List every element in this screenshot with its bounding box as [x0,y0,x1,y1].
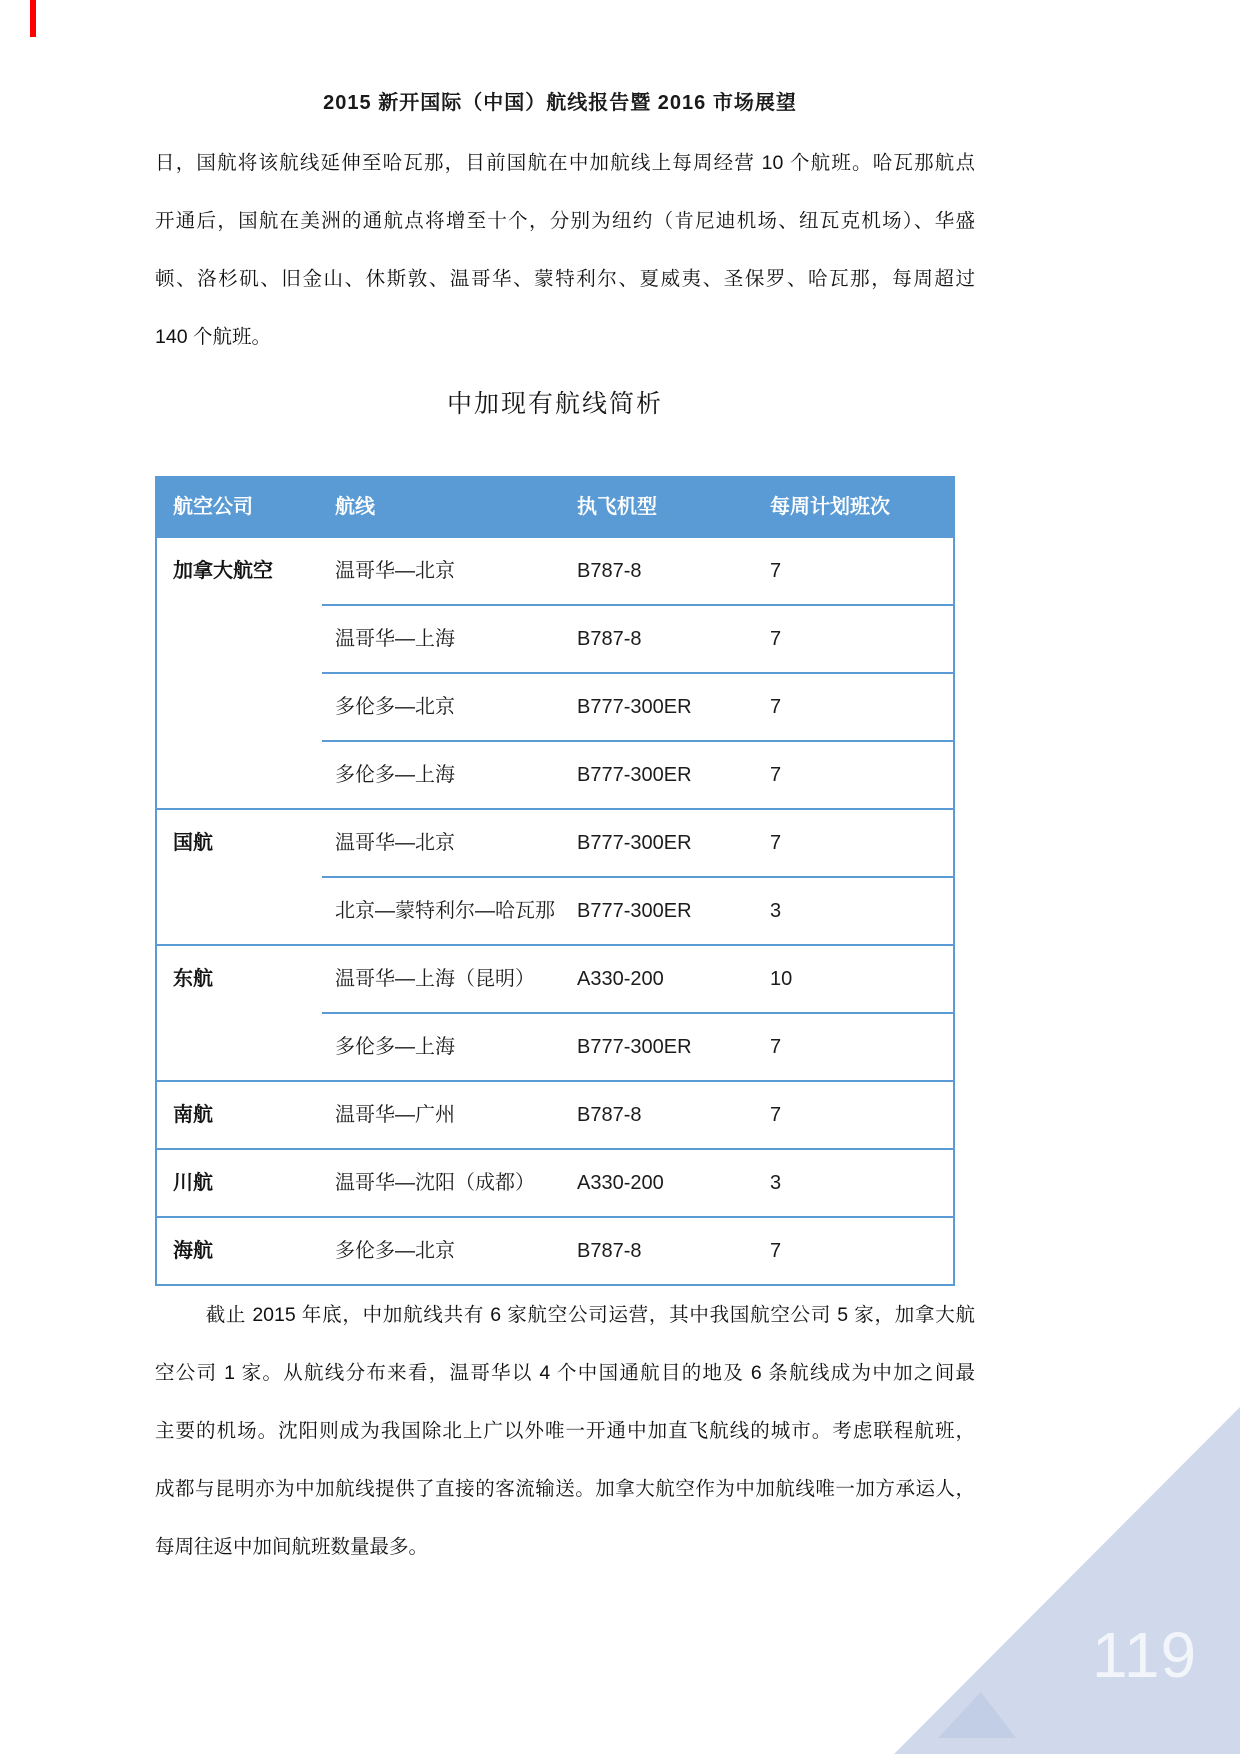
airline-group [157,538,953,808]
paragraph-line: 成都与昆明亦为中加航线提供了直接的客流输送。加拿大航空作为中加航线唯一加方承运人， [155,1478,975,1500]
route-cell: 温哥华—上海（昆明） [335,968,535,990]
weekly-frequency-cell: 10 [770,968,793,990]
route-row [322,1082,953,1148]
airline-group [157,1148,953,1216]
weekly-frequency-cell: 7 [770,1104,782,1126]
paragraph-line: 日，国航将该航线延伸至哈瓦那，目前国航在中加航线上每周经营 10 个航班。哈瓦那航点 [155,152,975,174]
route-cell: 温哥华—北京 [335,560,455,582]
weekly-frequency-cell: 7 [770,832,782,854]
route-cell: 多伦多—上海 [335,764,455,786]
column-header-route: 航线 [335,496,375,518]
weekly-frequency-cell: 3 [770,1172,782,1194]
aircraft-cell: B777-300ER [577,696,692,718]
red-edge-mark [30,0,36,37]
paragraph-line: 每周往返中加间航班数量最多。 [155,1536,429,1558]
airline-group [157,808,953,944]
route-row [322,810,953,876]
paragraph-line: 空公司 1 家。从航线分布来看，温哥华以 4 个中国通航目的地及 6 条航线成为中加之间最 [155,1362,975,1384]
airline-name-cell: 海航 [173,1240,213,1262]
airline-group [157,1216,953,1284]
aircraft-cell: A330-200 [577,1172,664,1194]
paragraph-line: 顿、洛杉矶、旧金山、休斯敦、温哥华、蒙特利尔、夏威夷、圣保罗、哈瓦那，每周超过 [155,268,975,290]
paragraph-line: 截止 2015 年底，中加航线共有 6 家航空公司运营，其中我国航空公司 5 家，加拿大航 [205,1304,975,1326]
aircraft-cell: B787-8 [577,1104,642,1126]
weekly-frequency-cell: 7 [770,1240,782,1262]
document-header-title: 2015 新开国际（中国）航线报告暨 2016 市场展望 [323,92,797,114]
column-header-weekly-frequency: 每周计划班次 [770,496,890,518]
column-header-airline: 航空公司 [173,496,253,518]
airline-group [157,1080,953,1148]
airline-name-cell: 东航 [173,968,213,990]
airline-routes [322,1218,953,1284]
airline-name-cell: 川航 [173,1172,213,1194]
route-row [322,876,953,944]
paragraph-line: 140 个航班。 [155,326,271,348]
route-cell: 多伦多—北京 [335,1240,455,1262]
airline-routes [322,1082,953,1148]
aircraft-cell: B787-8 [577,628,642,650]
airline-name-cell: 南航 [173,1104,213,1126]
paragraph-bottom [155,1286,975,1576]
aircraft-cell: B777-300ER [577,900,692,922]
aircraft-cell: A330-200 [577,968,664,990]
route-row [322,1012,953,1080]
china-canada-routes-table [155,476,955,1286]
route-row [322,604,953,672]
route-cell: 温哥华—北京 [335,832,455,854]
weekly-frequency-cell: 3 [770,900,782,922]
aircraft-cell: B777-300ER [577,832,692,854]
route-cell: 多伦多—北京 [335,696,455,718]
route-cell: 温哥华—上海 [335,628,455,650]
airline-name-cell: 加拿大航空 [173,560,273,582]
aircraft-cell: B777-300ER [577,764,692,786]
paragraph-line: 开通后，国航在美洲的通航点将增至十个，分别为纽约（肯尼迪机场、纽瓦克机场）、华盛 [155,210,975,232]
aircraft-cell: B777-300ER [577,1036,692,1058]
route-cell: 多伦多—上海 [335,1036,455,1058]
paragraph-line: 主要的机场。沈阳则成为我国除北上广以外唯一开通中加直飞航线的城市。考虑联程航班， [155,1420,975,1442]
weekly-frequency-cell: 7 [770,764,782,786]
route-row [322,538,953,604]
table-body [157,538,953,1284]
route-row [322,1150,953,1216]
airline-routes [322,1150,953,1216]
route-row [322,1218,953,1284]
page-number: 119 [1092,1619,1198,1691]
airline-routes [322,538,953,808]
route-cell: 温哥华—广州 [335,1104,455,1126]
table-header-row [157,476,953,538]
weekly-frequency-cell: 7 [770,1036,782,1058]
airline-routes [322,946,953,1080]
route-row [322,946,953,1012]
aircraft-cell: B787-8 [577,560,642,582]
airline-group [157,944,953,1080]
route-cell: 北京—蒙特利尔—哈瓦那 [335,900,555,922]
route-row [322,740,953,808]
weekly-frequency-cell: 7 [770,696,782,718]
table-title: 中加现有航线简析 [446,390,663,418]
paragraph-top [155,134,975,366]
weekly-frequency-cell: 7 [770,560,782,582]
route-cell: 温哥华—沈阳（成都） [335,1172,535,1194]
weekly-frequency-cell: 7 [770,628,782,650]
aircraft-cell: B787-8 [577,1240,642,1262]
airline-name-cell: 国航 [173,832,213,854]
route-row [322,672,953,740]
airline-routes [322,810,953,944]
column-header-aircraft: 执飞机型 [577,496,657,518]
